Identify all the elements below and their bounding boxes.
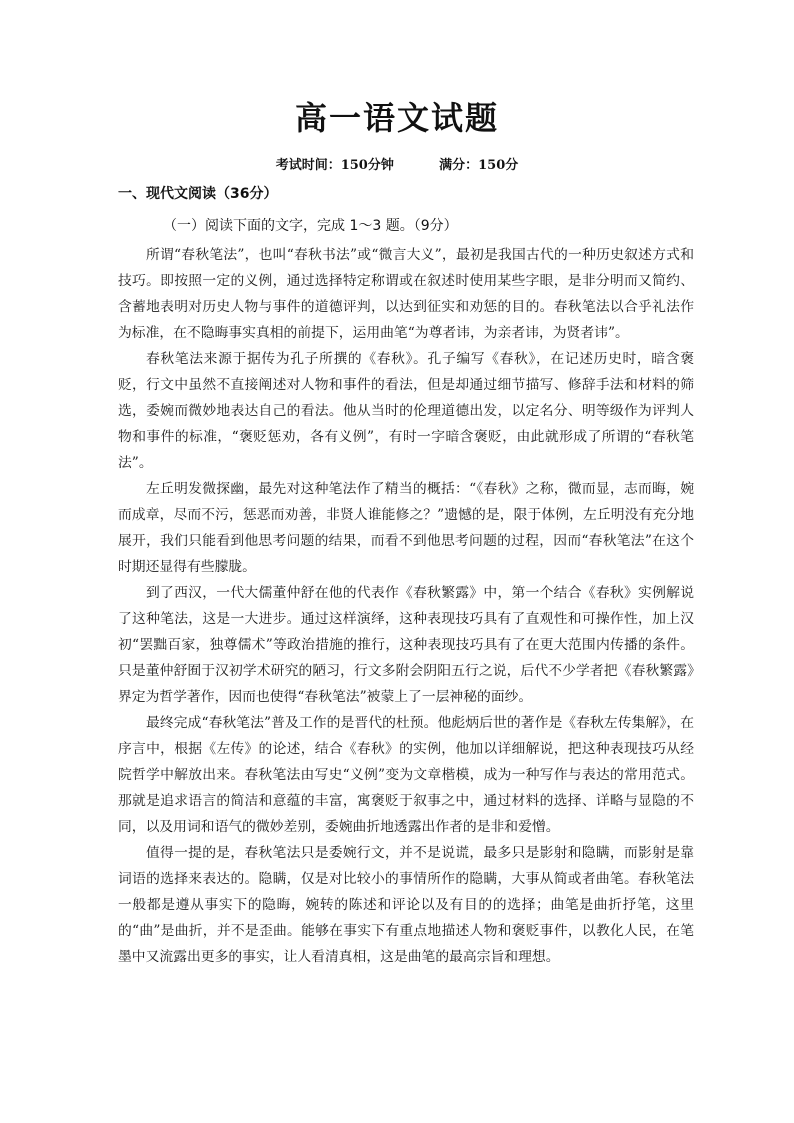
passage-paragraph-5: 最终完成“春秋笔法”普及工作的是晋代的杜预。他彪炳后世的著作是《春秋左传集解》，在序言中，根据《左传》的论述，结合《春秋》的实例，他加以详细解说，把这种表现技巧从经院哲学中解放出来。春秋笔法由写史“义例”变为文章楷模，成为一种写作与表达的常用范式。那就是追求语言的简洁和意蕴的丰富，寓褒贬于叙事之中，通过材料的选择、详略与显隐的不同，以及用词和语气的微妙差别，委婉曲折地透露出作者的是非和爱憎。 — [118, 715, 694, 835]
page-title: 高一语文试题 — [294, 99, 499, 137]
exam-meta: 考试时间：150分钟 满分：150分 — [275, 158, 519, 173]
passage-paragraph-1: 所谓“春秋笔法”，也叫“春秋书法”或“微言大义”，最初是我国古代的一种历史叙述方式和技巧。即按照一定的义例，通过选择特定称谓或在叙述时使用某些字眼，是非分明而又简约、含蓄地表明对历史人物与事件的道德评判，以达到征实和劝惩的目的。春秋笔法以合乎礼法作为标准，在不隐晦事实真相的前提下，运用曲笔“为尊者讳，为亲者讳，为贤者讳”。 — [118, 247, 694, 341]
passage-paragraph-6: 值得一提的是，春秋笔法只是委婉行文，并不是说谎，最多只是影射和隐瞒，而影射是靠词语的选择来表达的。隐瞒，仅是对比较小的事情所作的隐瞒，大事从简或者曲笔。春秋笔法一般都是遵从事实下的隐晦，婉转的陈述和评论以及有目的的选择；曲笔是曲折抒笔，这里的“曲”是曲折，并不是歪曲。能够在事实下有重点地描述人物和褒贬事件，以教化人民，在笔墨中又流露出更多的事实，让人看清真相，这是曲笔的最高宗旨和理想。 — [118, 845, 694, 965]
passage-paragraph-2: 春秋笔法来源于据传为孔子所撰的《春秋》。孔子编写《春秋》，在记述历史时，暗含褒贬，行文中虽然不直接阐述对人物和事件的看法，但是却通过细节描写、修辞手法和材料的筛选，委婉而微妙地表达自己的看法。他从当时的伦理道德出发，以定名分、明等级作为评判人物和事件的标准，“褒贬惩劝，各有义例”，有时一字暗含褒贬，由此就形成了所谓的“春秋笔法”。 — [118, 351, 694, 471]
section-heading: 一、现代文阅读（36分） — [118, 186, 278, 202]
passage-paragraph-3: 左丘明发微探幽，最先对这种笔法作了精当的概括：“《春秋》之称，微而显，志而晦，婉而成章，尽而不污，惩恶而劝善，非贤人谁能修之？”遗憾的是，限于体例，左丘明没有充分地展开，我们只能看到他思考问题的结果，而看不到他思考问题的过程，因而“春秋笔法”在这个时期还显得有些朦胧。 — [118, 481, 694, 575]
subsection-heading: （一）阅读下面的文字，完成 1～3 题。（9分） — [163, 218, 458, 234]
reading-passage — [118, 242, 694, 970]
passage-paragraph-4: 到了西汉，一代大儒董仲舒在他的代表作《春秋繁露》中，第一个结合《春秋》实例解说了这种笔法，这是一大进步。通过这样演绎，这种表现技巧具有了直观性和可操作性，加上汉初“罢黜百家，独尊儒术”等政治措施的推行，这种表现技巧具有了在更大范围内传播的条件。只是董仲舒囿于汉初学术研究的陋习，行文多附会阴阳五行之说，后代不少学者把《春秋繁露》界定为哲学著作，因而也使得“春秋笔法”被蒙上了一层神秘的面纱。 — [118, 585, 694, 705]
